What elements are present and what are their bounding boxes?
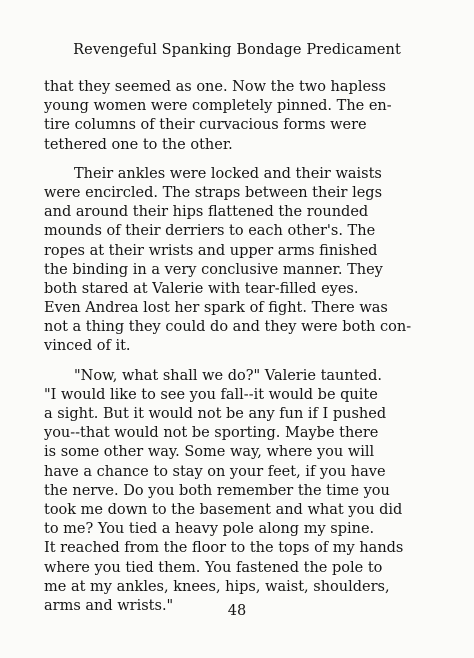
- text-line: not a thing they could do and they were both con-: [44, 319, 412, 336]
- text-line: "Now, what shall we do?" Valerie taunted.: [74, 367, 383, 384]
- text-line: have a chance to stay on your feet, if you have: [44, 463, 386, 480]
- paragraph-2: [44, 165, 444, 357]
- paragraph-1: [44, 78, 444, 155]
- text-line: where you tied them. You fastened the pole to: [44, 559, 383, 576]
- text-line: ropes at their wrists and upper arms finished: [44, 242, 378, 259]
- text-line: you--that would not be sporting. Maybe there: [44, 425, 379, 442]
- running-header: Revengeful Spanking Bondage Predicament: [73, 42, 401, 58]
- paragraph-3: [44, 367, 444, 616]
- paragraph-gap: [44, 357, 444, 367]
- text-line: me at my ankles, knees, hips, waist, shoulders,: [44, 578, 390, 595]
- text-line: the binding in a very conclusive manner. They: [44, 261, 383, 278]
- text-line: Their ankles were locked and their waists: [74, 165, 382, 182]
- text-line: and around their hips flattened the rounded: [44, 204, 369, 221]
- text-line: young women were completely pinned. The en-: [44, 98, 392, 115]
- text-line: tethered one to the other.: [44, 136, 233, 153]
- paragraph-gap: [44, 155, 444, 165]
- text-line: were encircled. The straps between their legs: [44, 184, 383, 201]
- text-line: the nerve. Do you both remember the time you: [44, 482, 390, 499]
- text-line: a sight. But it would not be any fun if I pushed: [44, 406, 387, 422]
- text-line: mounds of their derriers to each other's. The: [44, 223, 376, 240]
- text-line: took me down to the basement and what you did: [44, 501, 403, 518]
- text-line: vinced of it.: [44, 338, 131, 355]
- page-number: 48: [227, 603, 247, 619]
- text-line: that they seemed as one. Now the two hapless: [44, 79, 386, 95]
- text-line: tire columns of their curvacious forms were: [44, 117, 367, 134]
- text-line: is some other way. Some way, where you will: [44, 444, 375, 461]
- text-line: arms and wrists.": [44, 597, 174, 614]
- text-line: Even Andrea lost her spark of fight. There was: [44, 300, 388, 317]
- text-line: It reached from the floor to the tops of my hands: [44, 540, 404, 557]
- text-line: both stared at Valerie with tear-filled eyes.: [44, 280, 359, 297]
- text-line: "I would like to see you fall--it would be quite: [44, 386, 378, 403]
- body-text: [44, 78, 444, 616]
- text-line: to me? You tied a heavy pole along my spine.: [44, 521, 375, 538]
